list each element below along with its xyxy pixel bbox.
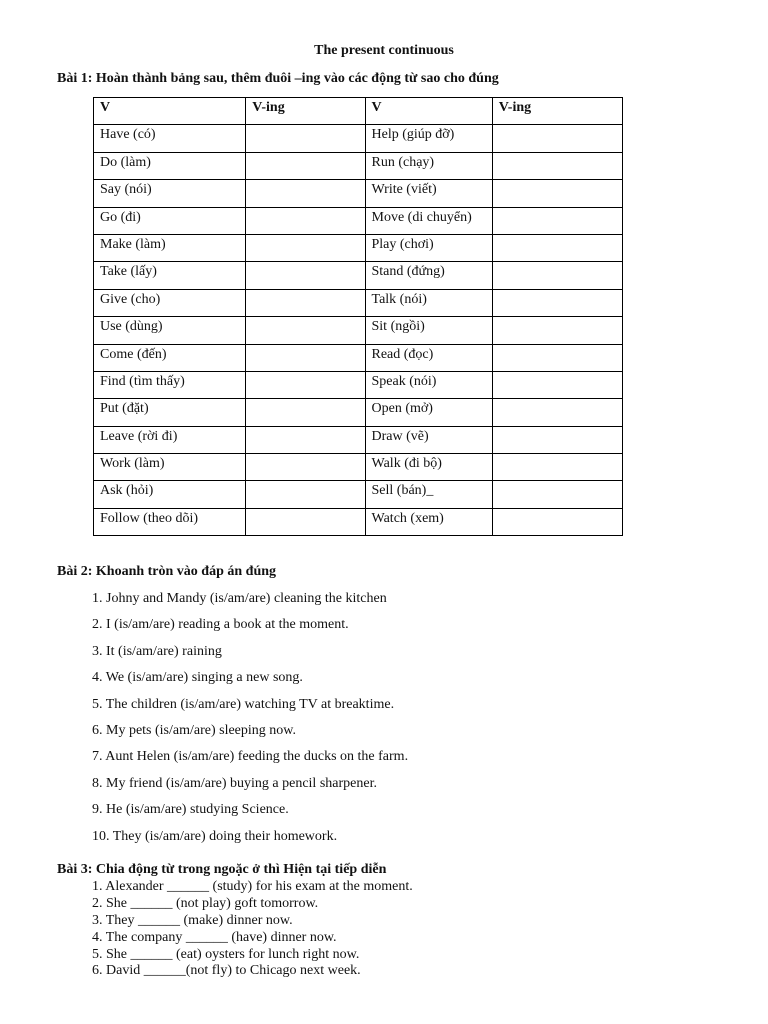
answer-cell[interactable] (246, 207, 365, 234)
verb-cell: Write (viết) (365, 180, 492, 207)
answer-cell[interactable] (492, 317, 622, 344)
verb-cell: Go (đi) (94, 207, 246, 234)
verb-cell: Play (chơi) (365, 234, 492, 261)
table-row (94, 207, 623, 234)
list-item: 5. The children (is/am/are) watching TV at breaktime. (92, 696, 395, 712)
table-row (94, 481, 623, 508)
verb-cell: Talk (nói) (365, 289, 492, 316)
answer-cell[interactable] (246, 508, 365, 535)
table-row (94, 371, 623, 398)
answer-cell[interactable] (246, 371, 365, 398)
list-item: 9. He (is/am/are) studying Science. (92, 802, 289, 818)
table-row (94, 344, 623, 371)
document-title: The present continuous (314, 43, 454, 58)
table-row (94, 399, 623, 426)
verb-cell: Do (làm) (94, 152, 246, 179)
answer-cell[interactable] (246, 180, 365, 207)
verb-cell: Make (làm) (94, 234, 246, 261)
verb-cell: Come (đến) (94, 344, 246, 371)
table-row (94, 317, 623, 344)
answer-cell[interactable] (492, 481, 622, 508)
answer-cell[interactable] (492, 152, 622, 179)
answer-cell[interactable] (246, 262, 365, 289)
verb-cell: Take (lấy) (94, 262, 246, 289)
verb-cell: Ask (hỏi) (94, 481, 246, 508)
exercise-2-heading: Bài 2: Khoanh tròn vào đáp án đúng (57, 564, 277, 579)
table-row (94, 508, 623, 535)
verb-cell: Open (mở) (365, 399, 492, 426)
answer-cell[interactable] (492, 125, 622, 152)
list-item: 1. Johny and Mandy (is/am/are) cleaning the kitchen (92, 591, 387, 606)
exercise-3-heading: Bài 3: Chia động từ trong ngoặc ở thì Hiện tại tiếp diễn (57, 862, 387, 877)
verb-table-header-row (94, 98, 623, 125)
table-row (94, 152, 623, 179)
list-item: 7. Aunt Helen (is/am/are) feeding the ducks on the farm. (92, 749, 409, 765)
answer-cell[interactable] (492, 289, 622, 316)
list-item: 4. We (is/am/are) singing a new song. (92, 670, 303, 686)
answer-cell[interactable] (492, 371, 622, 398)
list-item: 3. They ______ (make) dinner now. (92, 912, 293, 928)
verb-cell: Work (làm) (94, 454, 246, 481)
list-item: 4. The company ______ (have) dinner now. (92, 929, 337, 945)
answer-cell[interactable] (492, 426, 622, 453)
table-row (94, 426, 623, 453)
answer-cell[interactable] (492, 454, 622, 481)
exercise-2-list (92, 590, 408, 854)
list-item: 6. David ______(not fly) to Chicago next week. (92, 963, 361, 979)
list-item: 6. My pets (is/am/are) sleeping now. (92, 722, 296, 738)
answer-cell[interactable] (246, 454, 365, 481)
exercise-1-heading: Bài 1: Hoàn thành bảng sau, thêm đuôi –ing vào các động từ sao cho đúng (57, 71, 499, 86)
answer-cell[interactable] (492, 207, 622, 234)
table-row (94, 289, 623, 316)
answer-cell[interactable] (492, 262, 622, 289)
answer-cell[interactable] (246, 152, 365, 179)
verb-cell: Leave (rời đi) (94, 426, 246, 453)
verb-cell: Say (nói) (94, 180, 246, 207)
answer-cell[interactable] (246, 481, 365, 508)
answer-cell[interactable] (492, 508, 622, 535)
list-item: 1. Alexander ______ (study) for his exam at the moment. (92, 879, 413, 894)
verb-cell: Give (cho) (94, 289, 246, 316)
answer-cell[interactable] (492, 399, 622, 426)
answer-cell[interactable] (492, 344, 622, 371)
list-item: 10. They (is/am/are) doing their homework. (92, 828, 338, 844)
answer-cell[interactable] (246, 234, 365, 261)
verb-cell: Have (có) (94, 125, 246, 152)
verb-cell: Watch (xem) (365, 508, 492, 535)
header-v: V (94, 98, 246, 125)
verb-table-body (94, 125, 623, 536)
verb-table (93, 97, 623, 536)
answer-cell[interactable] (246, 317, 365, 344)
verb-cell: Help (giúp đỡ) (365, 125, 492, 152)
list-item: 2. I (is/am/are) reading a book at the moment. (92, 617, 349, 633)
verb-cell: Sell (bán)_ (365, 481, 492, 508)
table-row (94, 180, 623, 207)
header-v-ing: V-ing (246, 98, 365, 125)
verb-cell: Follow (theo dõi) (94, 508, 246, 535)
verb-cell: Draw (vẽ) (365, 426, 492, 453)
header-v: V (365, 98, 492, 125)
header-v-ing: V-ing (492, 98, 622, 125)
answer-cell[interactable] (492, 234, 622, 261)
verb-cell: Find (tìm thấy) (94, 371, 246, 398)
answer-cell[interactable] (246, 344, 365, 371)
verb-cell: Put (đặt) (94, 399, 246, 426)
verb-cell: Use (dùng) (94, 317, 246, 344)
verb-cell: Speak (nói) (365, 371, 492, 398)
answer-cell[interactable] (492, 180, 622, 207)
answer-cell[interactable] (246, 125, 365, 152)
verb-cell: Move (di chuyển) (365, 207, 492, 234)
list-item: 8. My friend (is/am/are) buying a pencil sharpener. (92, 775, 377, 791)
answer-cell[interactable] (246, 399, 365, 426)
verb-cell: Read (đọc) (365, 344, 492, 371)
answer-cell[interactable] (246, 426, 365, 453)
exercise-3-list (92, 879, 413, 980)
answer-cell[interactable] (246, 289, 365, 316)
table-row (94, 234, 623, 261)
verb-cell: Run (chạy) (365, 152, 492, 179)
list-item: 3. It (is/am/are) raining (92, 643, 222, 659)
list-item: 5. She ______ (eat) oysters for lunch right now. (92, 946, 360, 962)
table-row (94, 262, 623, 289)
table-row (94, 454, 623, 481)
verb-cell: Walk (đi bộ) (365, 454, 492, 481)
verb-cell: Stand (đứng) (365, 262, 492, 289)
list-item: 2. She ______ (not play) goft tomorrow. (92, 895, 319, 911)
verb-cell: Sit (ngồi) (365, 317, 492, 344)
table-row (94, 125, 623, 152)
